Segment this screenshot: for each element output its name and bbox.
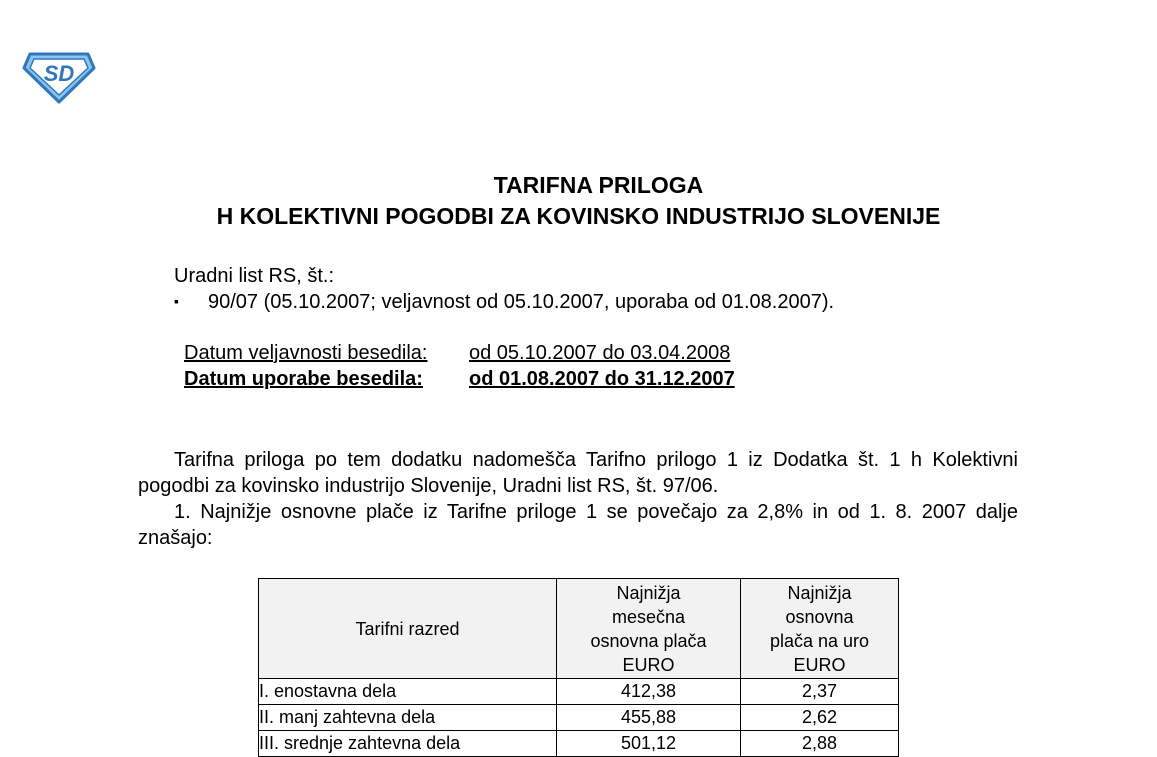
gazette-label: Uradni list RS, št.: [174, 265, 335, 287]
header-line: EURO [622, 654, 675, 675]
table-header-row [259, 579, 899, 679]
validity-date-value: od 05.10.2007 do 03.04.2008 [469, 342, 731, 364]
bullet-icon: ▪ [174, 293, 179, 309]
header-line: Najnižja [787, 582, 852, 603]
cell-grade: I. enostavna dela [259, 679, 557, 705]
table-row [259, 679, 899, 705]
document-subtitle: H KOLEKTIVNI POGODBI ZA KOVINSKO INDUSTRIJO SLOVENIJE [216, 203, 941, 229]
cell-monthly: 412,38 [557, 679, 741, 705]
body-paragraph-1: Tarifna priloga po tem dodatku nadomešča Tarifno prilogo 1 iz Dodatka št. 1 h Kolektivni pogodbi za kovinsko industrijo Slovenije, Uradni list RS, št. 97/06. [138, 449, 1018, 497]
logo-monogram: SD [43, 61, 75, 86]
application-date-value: od 01.08.2007 do 31.12.2007 [469, 368, 735, 390]
table-row [259, 705, 899, 731]
company-logo [22, 50, 96, 104]
cell-grade: II. manj zahtevna dela [259, 705, 557, 731]
cell-hourly: 2,62 [741, 705, 899, 731]
cell-monthly: 501,12 [557, 731, 741, 757]
header-monthly-wage [557, 579, 741, 679]
validity-date-label: Datum veljavnosti besedila: [184, 342, 428, 364]
body-paragraph-2: 1. Najnižje osnovne plače iz Tarifne priloge 1 se povečajo za 2,8% in od 1. 8. 2007 dalje znašajo: [138, 501, 1018, 549]
document-title: TARIFNA PRILOGA [493, 172, 704, 198]
cell-hourly: 2,37 [741, 679, 899, 705]
header-line: mesečna [611, 606, 686, 627]
table-row [259, 731, 899, 757]
application-date-label: Datum uporabe besedila: [184, 368, 423, 390]
cell-monthly: 455,88 [557, 705, 741, 731]
header-line: plača na uro [769, 630, 870, 651]
gazette-item: 90/07 (05.10.2007; veljavnost od 05.10.2007, uporaba od 01.08.2007). [208, 291, 835, 313]
header-line: osnovna plača [590, 630, 707, 651]
tariff-table [258, 578, 899, 757]
header-tariff-class [259, 579, 557, 679]
cell-grade: III. srednje zahtevna dela [259, 731, 557, 757]
header-line: osnovna [785, 606, 854, 627]
header-line: Najnižja [616, 582, 681, 603]
cell-hourly: 2,88 [741, 731, 899, 757]
header-line: Tarifni razred [355, 618, 460, 639]
header-hourly-wage [741, 579, 899, 679]
header-line: EURO [793, 654, 846, 675]
